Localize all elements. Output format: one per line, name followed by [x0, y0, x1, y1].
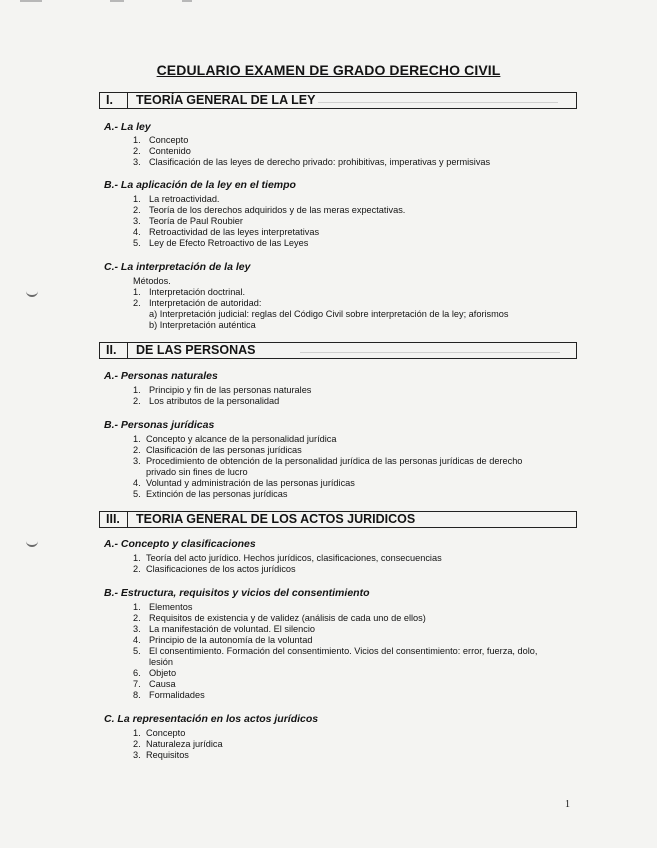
section-title: TEORIA GENERAL DE LOS ACTOS JURIDICOS — [136, 512, 416, 526]
item-number: 7. — [133, 679, 141, 689]
item-number: 1. — [133, 434, 141, 444]
hole-punch-mark — [26, 289, 38, 297]
subsection-title: B.- Personas jurídicas — [104, 419, 215, 431]
item-number: 5. — [133, 646, 141, 656]
section-number: II. — [106, 343, 117, 357]
item-text: Concepto — [149, 135, 189, 145]
sub-item: a) Interpretación judicial: reglas del Código Civil sobre interpretación de la ley; aforismos — [149, 309, 509, 319]
subsection-title: B.- La aplicación de la ley en el tiempo — [104, 179, 296, 191]
item-text: El consentimiento. Formación del consentimiento. Vicios del consentimiento: error, fuerza, dolo, — [149, 646, 538, 656]
item-text: Teoría del acto jurídico. Hechos jurídicos, clasificaciones, consecuencias — [146, 553, 442, 563]
item-text: Formalidades — [149, 690, 205, 700]
section-title: DE LAS PERSONAS — [136, 343, 256, 357]
scan-speck — [20, 0, 42, 2]
item-number: 1. — [133, 287, 141, 297]
item-text: Causa — [149, 679, 176, 689]
item-number: 1. — [133, 194, 141, 204]
section-title: TEORÍA GENERAL DE LA LEY — [136, 93, 316, 107]
item-text: Concepto — [146, 728, 186, 738]
section-number: I. — [106, 93, 113, 107]
item-number: 3. — [133, 157, 141, 167]
item-text: Naturaleza jurídica — [146, 739, 223, 749]
item-text: Teoría de Paul Roubier — [149, 216, 243, 226]
item-continuation: privado sin fines de lucro — [146, 467, 248, 477]
item-number: 5. — [133, 238, 141, 248]
section-header-3 — [99, 511, 577, 528]
intro-text: Métodos. — [133, 276, 171, 286]
item-text: Principio y fin de las personas naturales — [149, 385, 312, 395]
section-header-2 — [99, 342, 577, 359]
scan-line — [300, 352, 560, 353]
item-continuation: lesión — [149, 657, 174, 667]
item-number: 2. — [133, 564, 141, 574]
item-number: 2. — [133, 298, 141, 308]
item-number: 3. — [133, 624, 141, 634]
item-text: Contenido — [149, 146, 191, 156]
item-text: Clasificación de las personas jurídicas — [146, 445, 302, 455]
item-number: 3. — [133, 456, 141, 466]
section-header-1 — [99, 92, 577, 109]
section-divider — [127, 93, 128, 108]
document-title: CEDULARIO EXAMEN DE GRADO DERECHO CIVIL — [156, 62, 501, 78]
item-text: Objeto — [149, 668, 177, 678]
item-text: Los atributos de la personalidad — [149, 396, 280, 406]
item-number: 1. — [133, 602, 141, 612]
item-text: La retroactividad. — [149, 194, 220, 204]
item-number: 1. — [133, 385, 141, 395]
item-text: Clasificaciones de los actos jurídicos — [146, 564, 296, 574]
section-divider — [127, 512, 128, 527]
item-text: Extinción de las personas jurídicas — [146, 489, 288, 499]
item-text: Ley de Efecto Retroactivo de las Leyes — [149, 238, 309, 248]
scan-speck — [110, 0, 124, 2]
item-text: Principio de la autonomía de la voluntad — [149, 635, 313, 645]
item-number: 2. — [133, 396, 141, 406]
item-number: 3. — [133, 216, 141, 226]
item-text: Concepto y alcance de la personalidad jurídica — [146, 434, 337, 444]
item-text: Retroactividad de las leyes interpretativas — [149, 227, 320, 237]
item-text: La manifestación de voluntad. El silencio — [149, 624, 315, 634]
item-number: 4. — [133, 478, 141, 488]
subsection-title: A.- Concepto y clasificaciones — [104, 538, 256, 550]
item-number: 4. — [133, 635, 141, 645]
item-text: Interpretación doctrinal. — [149, 287, 246, 297]
item-number: 2. — [133, 613, 141, 623]
subsection-title: C. La representación en los actos jurídicos — [104, 713, 319, 725]
subsection-title: C.- La interpretación de la ley — [104, 261, 251, 273]
sub-item: b) Interpretación auténtica — [149, 320, 256, 330]
item-number: 8. — [133, 690, 141, 700]
item-text: Requisitos — [146, 750, 189, 760]
item-number: 2. — [133, 445, 141, 455]
item-number: 4. — [133, 227, 141, 237]
page-number: 1 — [565, 799, 570, 810]
item-text: Teoría de los derechos adquiridos y de las meras expectativas. — [149, 205, 406, 215]
item-number: 5. — [133, 489, 141, 499]
item-text: Interpretación de autoridad: — [149, 298, 262, 308]
item-number: 2. — [133, 739, 141, 749]
item-number: 1. — [133, 728, 141, 738]
item-text: Clasificación de las leyes de derecho privado: prohibitivas, imperativas y permisivas — [149, 157, 491, 167]
scan-line — [318, 102, 558, 103]
item-text: Procedimiento de obtención de la personalidad jurídica de las personas jurídicas de derecho — [146, 456, 523, 466]
section-divider — [127, 343, 128, 358]
item-number: 2. — [133, 205, 141, 215]
section-number: III. — [106, 512, 120, 526]
item-number: 1. — [133, 553, 141, 563]
item-text: Elementos — [149, 602, 193, 612]
item-text: Requisitos de existencia y de validez (análisis de cada uno de ellos) — [149, 613, 426, 623]
item-text: Voluntad y administración de las personas jurídicas — [146, 478, 355, 488]
subsection-title: A.- La ley — [104, 121, 151, 133]
item-number: 3. — [133, 750, 141, 760]
subsection-title: A.- Personas naturales — [104, 370, 218, 382]
item-number: 2. — [133, 146, 141, 156]
item-number: 1. — [133, 135, 141, 145]
scan-speck — [182, 0, 192, 2]
hole-punch-mark — [26, 539, 38, 547]
item-number: 6. — [133, 668, 141, 678]
subsection-title: B.- Estructura, requisitos y vicios del consentimiento — [104, 587, 370, 599]
